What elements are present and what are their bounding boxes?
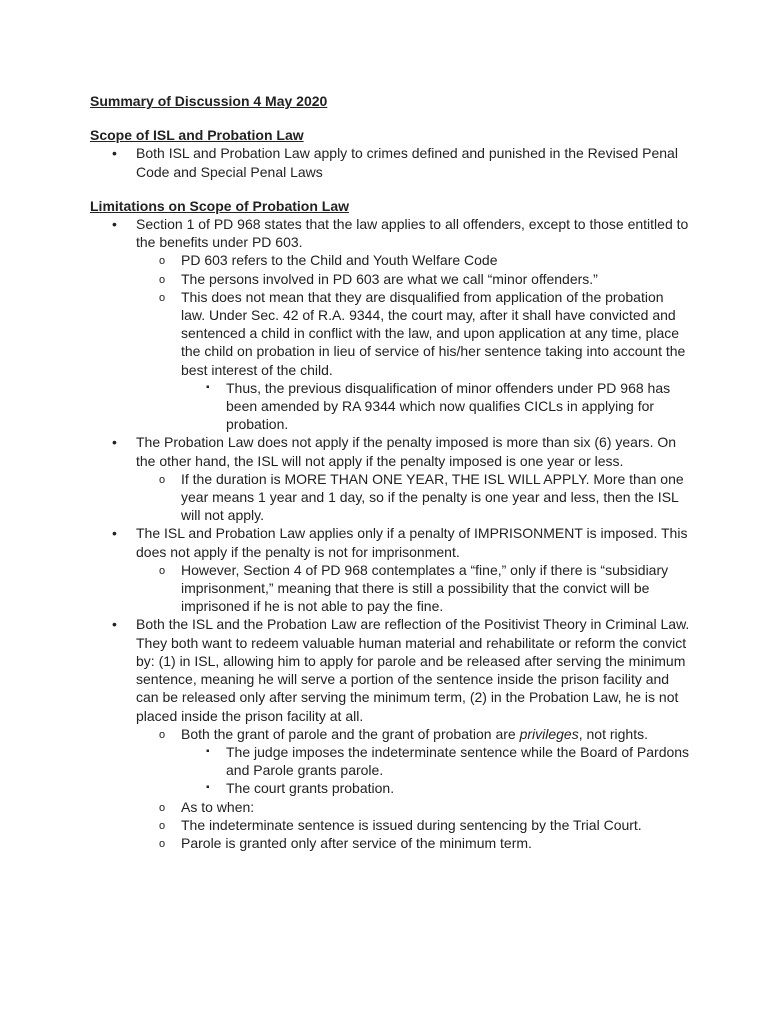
document-page	[90, 92, 690, 868]
section-scope	[90, 126, 690, 181]
bullet-list	[90, 215, 690, 852]
sub-sub-bullet-item: ▪ Thus, the previous disqualification of minor offenders under PD 968 has been amended by RA 9344 which now qualifies CICLs in applying for probation.	[181, 379, 690, 434]
sub-bullet-list	[136, 561, 690, 616]
bullet-item: • Section 1 of PD 968 states that the law applies to all offenders, except to those entitled to the benefits under PD 603. o PD 603 refers to the Child and Youth Welfare Code o The persons involved in PD 603 are what we call “minor offenders.” o This does not mean that they are disqualified from application of the probation law. Under Sec. 42 of R.A. 9344, the court may, after it shall have convicted and sentenced a child in conflict with the law, and upon application at any time, place the child on probation in lieu of service of his/her sentence taking into account the best interest of the child. ▪ Thus, the previous disqualification of minor offenders under PD 968 has been amended by RA 9344 which now qualifies CICLs in applying for probation.	[90, 215, 690, 433]
sub-bullet-item: o The persons involved in PD 603 are what we call “minor offenders.”	[136, 270, 690, 288]
sub-bullet-list	[136, 470, 690, 525]
bullet-list	[90, 144, 690, 180]
sub-bullet-item: o This does not mean that they are disqualified from application of the probation law. Under Sec. 42 of R.A. 9344, the court may, after it shall have convicted and sentenced a child in conflict with the law, and upon application at any time, place the child on probation in lieu of service of his/her sentence taking into account the best interest of the child. ▪ Thus, the previous disqualification of minor offenders under PD 968 has been amended by RA 9344 which now qualifies CICLs in applying for probation.	[136, 288, 690, 434]
sub-bullet-item: o If the duration is MORE THAN ONE YEAR, THE ISL WILL APPLY. More than one year means 1 year and 1 day, so if the penalty is one year and less, then the ISL will not apply.	[136, 470, 690, 525]
section-limitations	[90, 197, 690, 852]
sub-bullet-list	[136, 251, 690, 433]
sub-bullet-item: o As to when:	[136, 798, 690, 816]
sub-sub-bullet-list	[181, 379, 690, 434]
section-heading: Scope of ISL and Probation Law	[90, 127, 304, 144]
bullet-item: • The ISL and Probation Law applies only if a penalty of IMPRISONMENT is imposed. This does not apply if the penalty is not for imprisonment. o However, Section 4 of PD 968 contemplates a “fine,” only if there is “subsidiary imprisonment,” meaning that there is still a possibility that the convict will be imprisoned if he is not able to pay the fine.	[90, 524, 690, 615]
sub-sub-bullet-list	[181, 743, 690, 798]
sub-sub-bullet-item: ▪ The court grants probation.	[181, 779, 690, 797]
document-title: Summary of Discussion 4 May 2020	[90, 93, 328, 109]
sub-bullet-item: o The indeterminate sentence is issued during sentencing by the Trial Court.	[136, 816, 690, 834]
sub-bullet-item: o However, Section 4 of PD 968 contemplates a “fine,” only if there is “subsidiary imprisonment,” meaning that there is still a possibility that the convict will be imprisoned if he is not able to pay the fine.	[136, 561, 690, 616]
sub-bullet-item: o Both the grant of parole and the grant of probation are privileges, not rights. ▪ The judge imposes the indeterminate sentence while the Board of Pardons and Parole grants parole. ▪ The court grants probation.	[136, 725, 690, 798]
sub-bullet-list	[136, 725, 690, 852]
bullet-item: • Both ISL and Probation Law apply to crimes defined and punished in the Revised Penal Code and Special Penal Laws	[90, 144, 690, 180]
sub-sub-bullet-item: ▪ The judge imposes the indeterminate sentence while the Board of Pardons and Parole grants parole.	[181, 743, 690, 779]
bullet-item: • Both the ISL and the Probation Law are reflection of the Positivist Theory in Criminal Law. They both want to redeem valuable human material and rehabilitate or reform the convict by: (1) in ISL, allowing him to apply for parole and be released after serving the minimum sentence, meaning he will serve a portion of the sentence inside the prison facility and can be released only after serving the minimum term, (2) in the Probation Law, he is not placed inside the prison facility at all. o Both the grant of parole and the grant of probation are privileges, not rights. ▪ The judge imposes the indeterminate sentence while the Board of Pardons and Parole grants parole. ▪ The court grants probation. o As to when: o The indeterminate sentence is issued during sentencing by the Trial Court. o Parole is granted only after service of the minimum term.	[90, 615, 690, 852]
emphasis-text: privileges	[519, 725, 579, 742]
bullet-item: • The Probation Law does not apply if the penalty imposed is more than six (6) years. On the other hand, the ISL will not apply if the penalty imposed is one year or less. o If the duration is MORE THAN ONE YEAR, THE ISL WILL APPLY. More than one year means 1 year and 1 day, so if the penalty is one year and less, then the ISL will not apply.	[90, 433, 690, 524]
sub-bullet-item: o PD 603 refers to the Child and Youth Welfare Code	[136, 251, 690, 269]
sub-bullet-item: o Parole is granted only after service of the minimum term.	[136, 834, 690, 852]
section-heading: Limitations on Scope of Probation Law	[90, 197, 350, 214]
